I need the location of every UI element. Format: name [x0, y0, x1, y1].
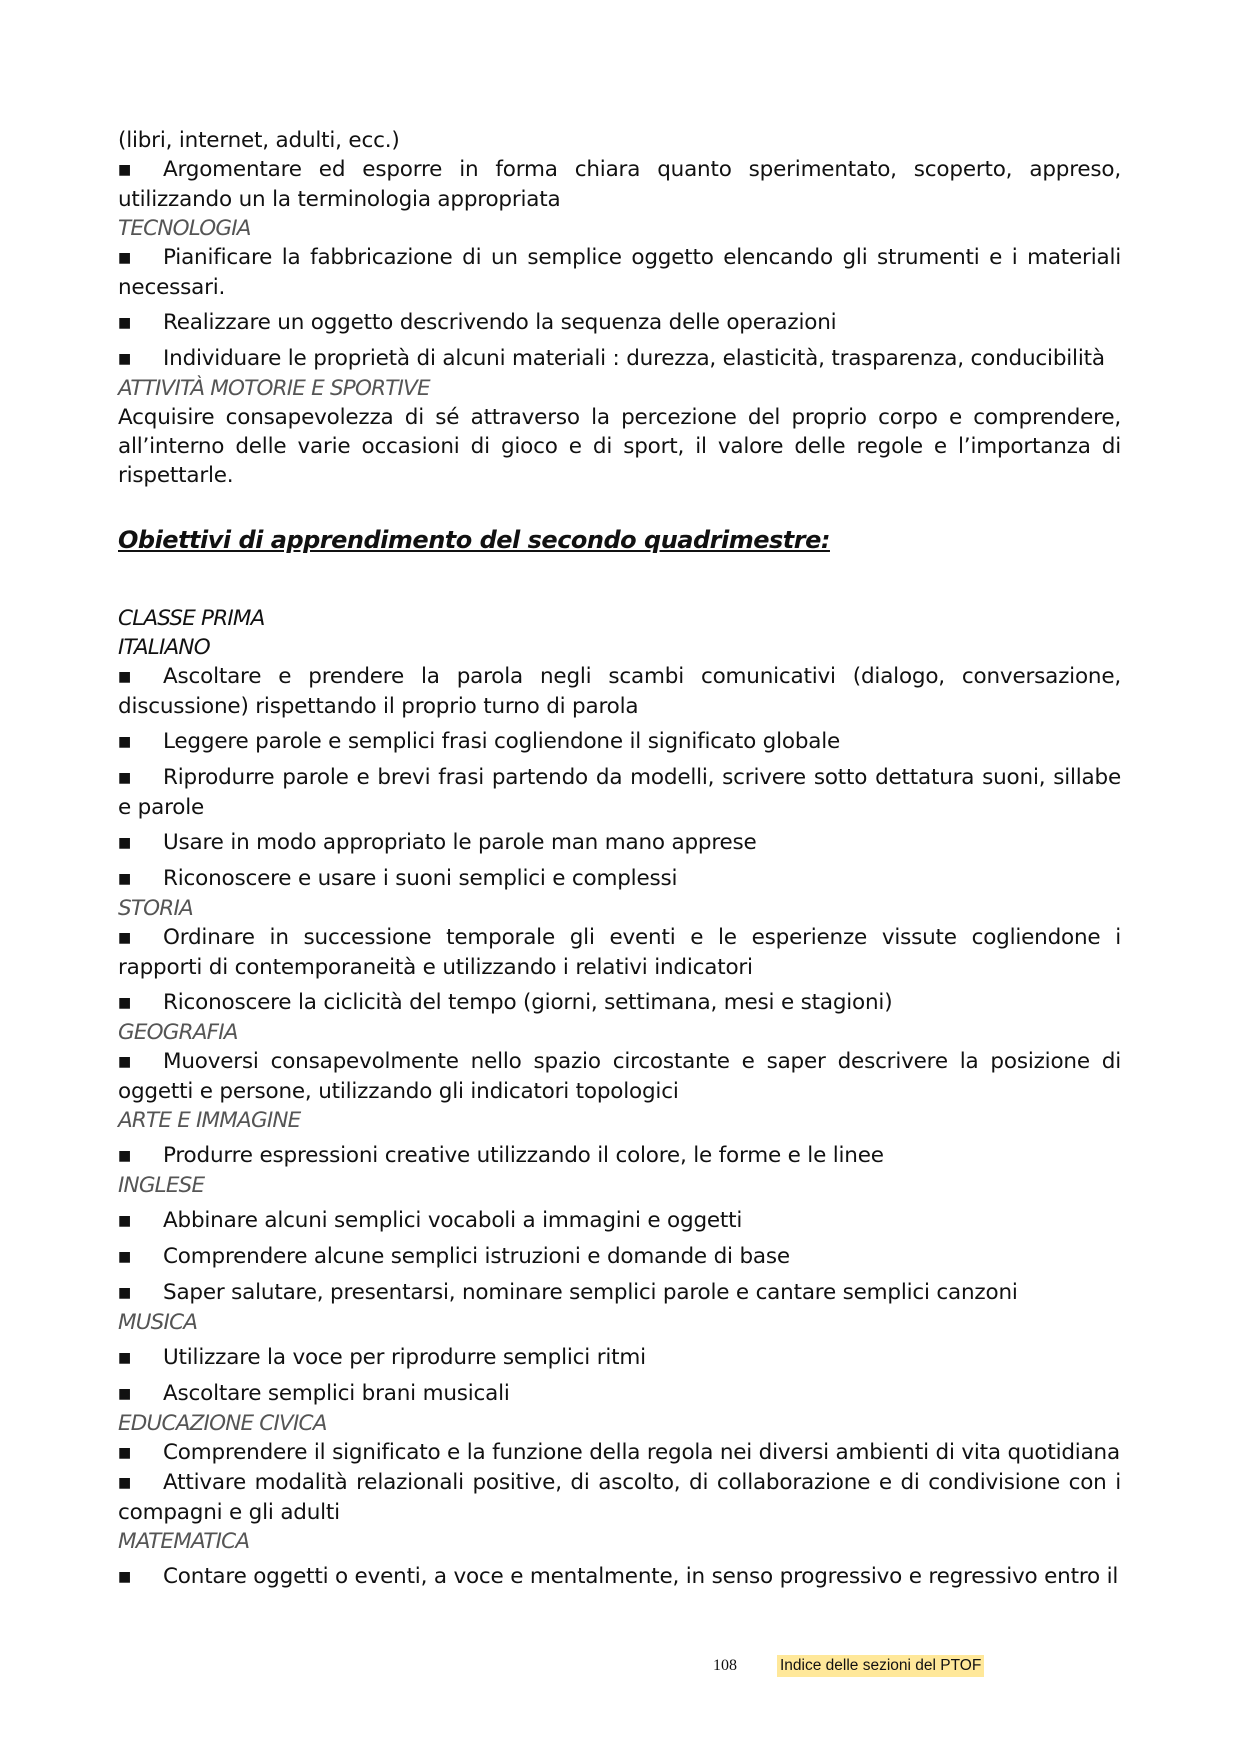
subject-tecnologia: TECNOLOGIA [118, 216, 251, 241]
continuation-text: (libri, internet, adulti, ecc.) [118, 128, 400, 153]
list-item: ■ Ordinare in successione temporale gli eventi e le esperienze vissute cogliendone i rapporti di contemporaneità e utilizzando i relativi indicatori [118, 925, 1121, 980]
index-link[interactable]: Indice delle sezioni del PTOF [777, 1655, 984, 1677]
list-item: ■ Riprodurre parole e brevi frasi partendo da modelli, scrivere sotto dettatura suoni, sillabe e parole [118, 765, 1121, 820]
bullet-icon: ■ [118, 162, 132, 178]
class-title: CLASSE PRIMA [118, 606, 265, 631]
subject-matematica: MATEMATICA [118, 1529, 250, 1554]
bullet-icon: ■ [118, 315, 132, 331]
list-item: ■ Riconoscere la ciclicità del tempo (giorni, settimana, mesi e stagioni) [118, 988, 1121, 1018]
subject-inglese: INGLESE [118, 1173, 205, 1198]
subject-arte: ARTE E IMMAGINE [118, 1108, 301, 1133]
list-item: ■ Ascoltare e prendere la parola negli scambi comunicativi (dialogo, conversazione, discussione) rispettando il proprio turno di parola [118, 664, 1121, 719]
document-page [118, 126, 1121, 1592]
bullet-icon: ■ [118, 1213, 132, 1229]
bullet-icon: ■ [118, 1445, 132, 1461]
bullet-icon: ■ [118, 871, 132, 887]
bullet-icon: ■ [118, 835, 132, 851]
subject-motorie: ATTIVITÀ MOTORIE E SPORTIVE [118, 376, 430, 401]
bullet-icon: ■ [118, 930, 132, 946]
bullet-icon: ■ [118, 995, 132, 1011]
page-number: 108 [713, 1657, 737, 1674]
subject-italiano: ITALIANO [118, 635, 210, 660]
list-item: ■ Comprendere alcune semplici istruzioni e domande di base [118, 1242, 1121, 1272]
bullet-icon: ■ [118, 770, 132, 786]
bullet-icon: ■ [118, 351, 132, 367]
bullet-icon: ■ [118, 1054, 132, 1070]
paragraph: Acquisire consapevolezza di sé attraverso la percezione del proprio corpo e comprendere, all’interno delle varie occasioni di gioco e di sport, il valore delle regole e l’importanza di rispettarle. [118, 405, 1121, 488]
section-heading: Obiettivi di apprendimento del secondo quadrimestre: [118, 526, 830, 554]
page-footer [0, 1654, 1243, 1678]
bullet-icon: ■ [118, 1386, 132, 1402]
list-item: ■ Attivare modalità relazionali positive, di ascolto, di collaborazione e di condivisione con i compagni e gli adulti [118, 1470, 1121, 1525]
list-item: ■ Produrre espressioni creative utilizzando il colore, le forme e le linee [118, 1141, 1121, 1171]
list-item: ■ Saper salutare, presentarsi, nominare semplici parole e cantare semplici canzoni [118, 1278, 1121, 1308]
list-item: ■ Realizzare un oggetto descrivendo la sequenza delle operazioni [118, 308, 1121, 338]
list-item: ■ Contare oggetti o eventi, a voce e mentalmente, in senso progressivo e regressivo entro il [118, 1562, 1121, 1592]
list-item: ■ Pianificare la fabbricazione di un semplice oggetto elencando gli strumenti e i materiali necessari. [118, 245, 1121, 300]
list-item: ■ Utilizzare la voce per riprodurre semplici ritmi [118, 1343, 1121, 1373]
subject-geografia: GEOGRAFIA [118, 1020, 238, 1045]
bullet-icon: ■ [118, 1285, 132, 1301]
bullet-icon: ■ [118, 1249, 132, 1265]
list-item: ■ Usare in modo appropriato le parole man mano apprese [118, 828, 1121, 858]
list-item: ■ Abbinare alcuni semplici vocaboli a immagini e oggetti [118, 1206, 1121, 1236]
subject-storia: STORIA [118, 896, 193, 921]
subject-musica: MUSICA [118, 1310, 198, 1335]
bullet-icon: ■ [118, 669, 132, 685]
bullet-icon: ■ [118, 734, 132, 750]
list-item: ■ Muoversi consapevolmente nello spazio circostante e saper descrivere la posizione di oggetti e persone, utilizzando gli indicatori topologici [118, 1049, 1121, 1104]
bullet-icon: ■ [118, 1148, 132, 1164]
bullet-icon: ■ [118, 1569, 132, 1585]
list-item: ■ Individuare le proprietà di alcuni materiali : durezza, elasticità, trasparenza, conducibilità [118, 344, 1121, 374]
list-item: ■ Riconoscere e usare i suoni semplici e complessi [118, 864, 1121, 894]
subject-civica: EDUCAZIONE CIVICA [118, 1411, 327, 1436]
bullet-icon: ■ [118, 1350, 132, 1366]
list-item: ■ Ascoltare semplici brani musicali [118, 1379, 1121, 1409]
bullet-icon: ■ [118, 1475, 132, 1491]
list-item: ■ Leggere parole e semplici frasi cogliendone il significato globale [118, 727, 1121, 757]
list-item: ■ Argomentare ed esporre in forma chiara quanto sperimentato, scoperto, appreso, utilizzando un la terminologia appropriata [118, 157, 1121, 212]
bullet-icon: ■ [118, 250, 132, 266]
list-item: ■ Comprendere il significato e la funzione della regola nei diversi ambienti di vita quotidiana [118, 1438, 1121, 1468]
